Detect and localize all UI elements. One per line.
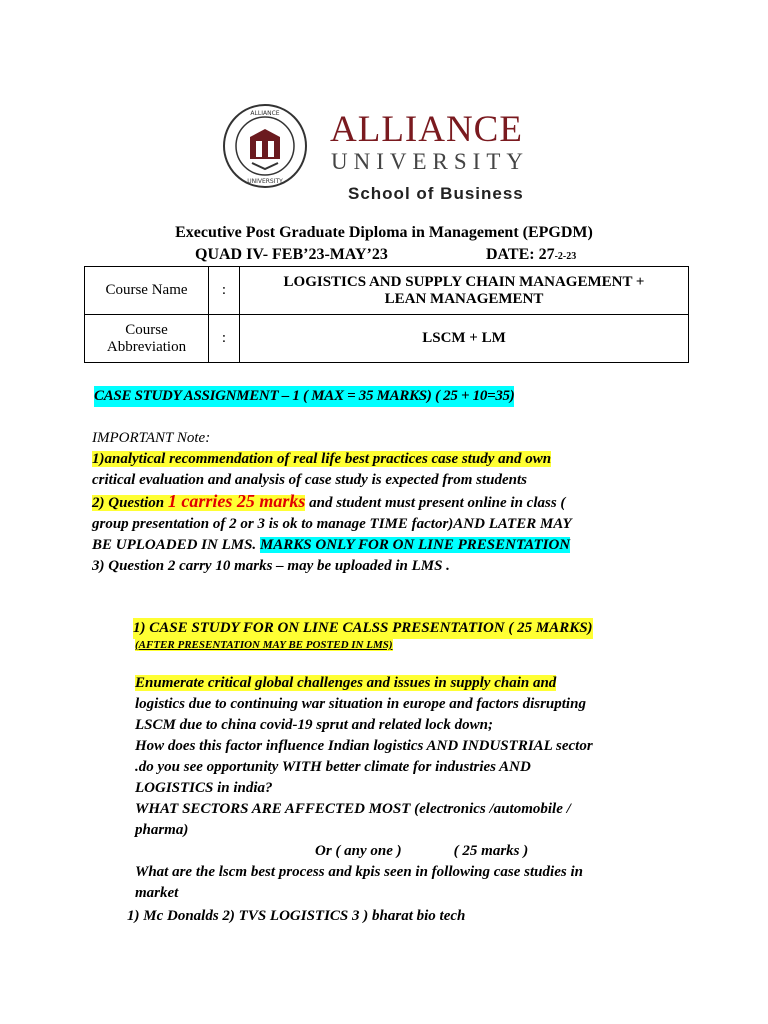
q1-or-line: Or ( any one ) ( 25 marks ) bbox=[315, 843, 529, 859]
q1-line: .do you see opportunity WITH better climate for industries AND bbox=[135, 759, 531, 775]
program-title: Executive Post Graduate Diploma in Management (EPGDM) bbox=[175, 224, 593, 241]
q1-cases: 1) Mc Donalds 2) TVS LOGISTICS 3 ) bharat bio tech bbox=[127, 908, 466, 924]
separator: : bbox=[209, 267, 240, 315]
notes-heading: IMPORTANT Note: bbox=[92, 430, 211, 446]
q1-title: 1) CASE STUDY FOR ON LINE CALSS PRESENTATION ( 25 MARKS) bbox=[133, 618, 593, 639]
note-2-cont: group presentation of 2 or 3 is ok to manage TIME factor)AND LATER MAY bbox=[92, 516, 572, 532]
note-3: 3) Question 2 carry 10 marks – may be uploaded in LMS . bbox=[92, 558, 450, 574]
q1-question: What are the lscm best process and kpis seen in following case studies in bbox=[135, 864, 583, 880]
assignment-title: CASE STUDY ASSIGNMENT – 1 ( MAX = 35 MARKS) ( 25 + 10=35) bbox=[94, 386, 514, 407]
brand-name: ALLIANCE bbox=[330, 109, 523, 150]
q1-line: pharma) bbox=[135, 822, 189, 838]
course-table bbox=[84, 266, 689, 363]
course-name-label: Course Name bbox=[85, 267, 209, 315]
note-1: 1)analytical recommendation of real life best practices case study and own bbox=[92, 451, 552, 467]
note-2-cont2: BE UPLOADED IN LMS. MARKS ONLY FOR ON LINE PRESENTATION bbox=[92, 537, 571, 553]
q1-line: Enumerate critical global challenges and issues in supply chain and bbox=[135, 675, 557, 691]
q1-line: LSCM due to china covid-19 sprut and related lock down; bbox=[135, 717, 493, 733]
brand-subtitle: UNIVERSITY bbox=[331, 149, 529, 174]
date-label: DATE: 27-2-23 bbox=[486, 246, 577, 263]
q1-body bbox=[127, 673, 593, 927]
alliance-seal-logo bbox=[222, 103, 308, 189]
course-abbreviation-label: Course Abbreviation bbox=[85, 315, 209, 363]
note-1-cont: critical evaluation and analysis of case study is expected from students bbox=[92, 472, 527, 488]
svg-text:UNIVERSITY: UNIVERSITY bbox=[247, 178, 283, 185]
q1-line: logistics due to continuing war situation in europe and factors disrupting bbox=[135, 696, 586, 712]
separator: : bbox=[209, 315, 240, 363]
note-2: 2) Question 1 carries 25 marks and student must present online in class ( bbox=[92, 491, 566, 511]
q1-subtitle: (AFTER PRESENTATION MAY BE POSTED IN LMS) bbox=[135, 639, 393, 651]
table-row bbox=[85, 267, 689, 315]
q1-question-cont: market bbox=[135, 885, 179, 901]
q1-line: LOGISTICS in india? bbox=[135, 780, 273, 796]
course-name-value: LOGISTICS AND SUPPLY CHAIN MANAGEMENT + LEAN MANAGEMENT bbox=[240, 267, 689, 315]
quad-label: QUAD IV- FEB’23-MAY’23 bbox=[195, 246, 388, 263]
course-abbreviation-value: LSCM + LM bbox=[240, 315, 689, 363]
school-name: School of Business bbox=[348, 184, 524, 203]
svg-text:ALLIANCE: ALLIANCE bbox=[250, 110, 280, 117]
notes-block bbox=[92, 428, 572, 577]
q1-line: How does this factor influence Indian logistics AND INDUSTRIAL sector bbox=[135, 738, 593, 754]
table-row bbox=[85, 315, 689, 363]
q1-line: WHAT SECTORS ARE AFFECTED MOST (electronics /automobile / bbox=[135, 801, 571, 817]
